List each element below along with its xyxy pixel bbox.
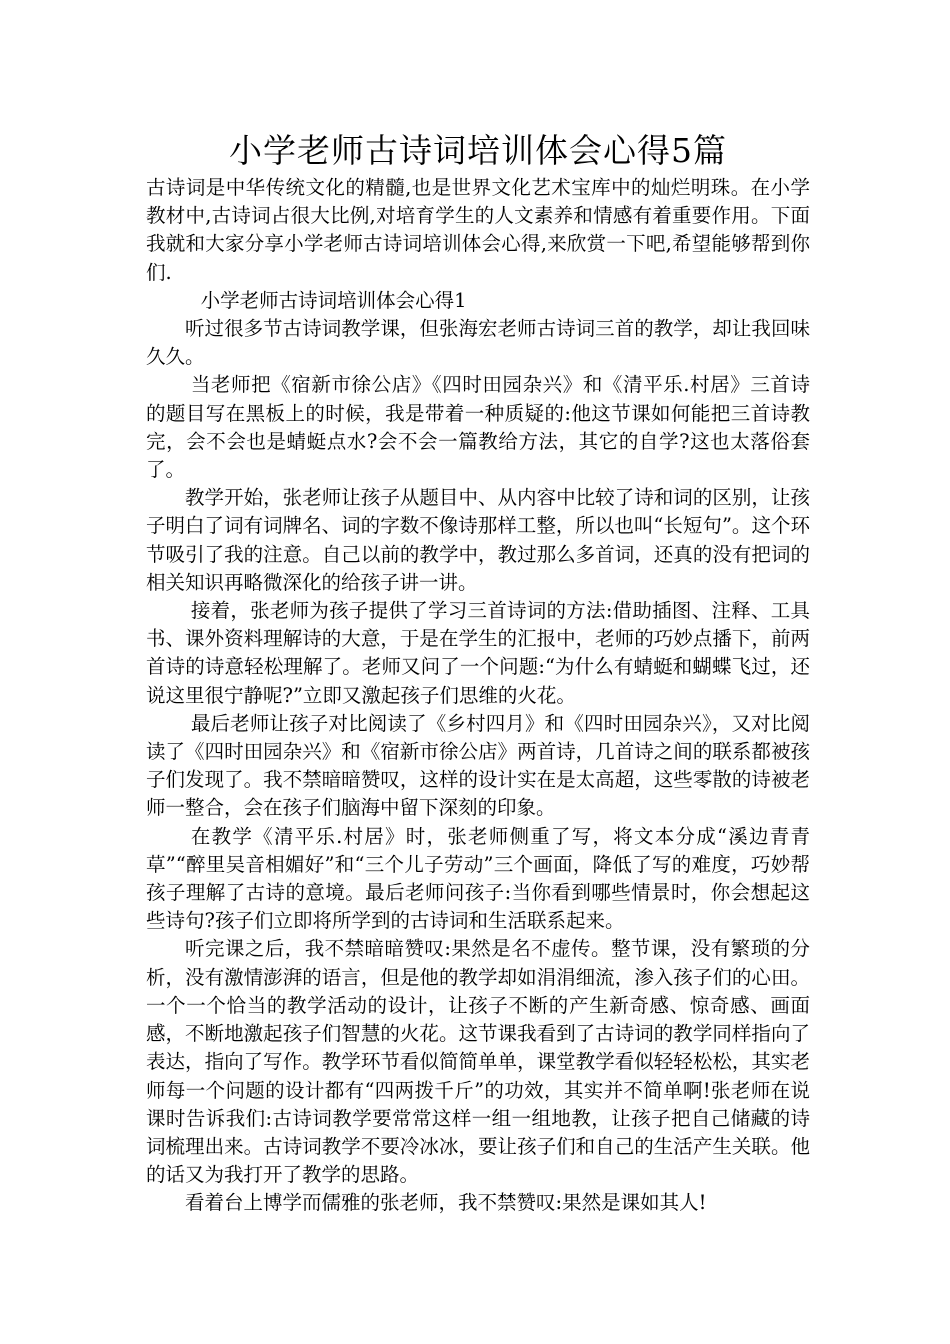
body-paragraph: 看着台上博学而儒雅的张老师，我不禁赞叹:果然是课如其人!: [185, 1191, 707, 1215]
body-paragraph: 当老师把《宿新市徐公店》《四时田园杂兴》和《清平乐.村居》三首诗的题目写在黑板上的时候，我是带着一种质疑的:他这节课如何能把三首诗教完，会不会也是蜻蜓点水?会不会一篇教给方法，其它的自学?这也太落俗套了。: [146, 373, 810, 482]
document-title: 小学老师古诗词培训体会心得5篇: [229, 131, 727, 170]
body-paragraph: 教学开始，张老师让孩子从题目中、从内容中比较了诗和词的区别，让孩子明白了词有词牌名、词的字数不像诗那样工整，所以也叫“长短句”。这个环节吸引了我的注意。自己以前的教学中，教过那么多首词，还真的没有把词的相关知识再略微深化的给孩子讲一讲。: [146, 486, 810, 594]
body-paragraph: 最后老师让孩子对比阅读了《乡村四月》和《四时田园杂兴》，又对比阅读了《四时田园杂兴》和《宿新市徐公店》两首诗，几首诗之间的联系都被孩子们发现了。我不禁暗暗赞叹，这样的设计实在是太高超，这些零散的诗被老师一整合，会在孩子们脑海中留下深刻的印象。: [146, 711, 810, 820]
intro-paragraph: 古诗词是中华传统文化的精髓,也是世界文化艺术宝库中的灿烂明珠。在小学教材中,古诗词占很大比例,对培育学生的人文素养和情感有着重要作用。下面我就和大家分享小学老师古诗词培训体会心得,来欣赏一下吧,希望能够帮到你们.: [146, 176, 810, 284]
body-paragraph: 听过很多节古诗词教学课，但张海宏老师古诗词三首的教学，却让我回味久久。: [146, 317, 810, 369]
document-body: [146, 174, 810, 1218]
body-paragraph: 在教学《清平乐.村居》时，张老师侧重了写，将文本分成“溪边青青草”“醉里吴音相媚好”和“三个儿子劳动”三个画面，降低了写的难度，巧妙帮孩子理解了古诗的意境。最后老师问孩子:当你看到哪些情景时，你会想起这些诗句?孩子们立即将所学到的古诗词和生活联系起来。: [146, 824, 810, 933]
section-heading: 小学老师古诗词培训体会心得1: [200, 288, 467, 312]
body-paragraph: 接着，张老师为孩子提供了学习三首诗词的方法:借助插图、注释、工具书、课外资料理解诗的大意，于是在学生的汇报中，老师的巧妙点播下，前两首诗的诗意轻松理解了。老师又问了一个问题:“为什么有蜻蜓和蝴蝶飞过，还说这里很宁静呢?”立即又激起孩子们思维的火花。: [146, 599, 810, 707]
body-paragraph: 听完课之后，我不禁暗暗赞叹:果然是名不虚传。整节课，没有繁琐的分析，没有激情澎湃的语言，但是他的教学却如涓涓细流，渗入孩子们的心田。一个一个恰当的教学活动的设计，让孩子不断的产生新奇感、惊奇感、画面感，不断地激起孩子们智慧的火花。这节课我看到了古诗词的教学同样指向了表达，指向了写作。教学环节看似简简单单，课堂教学看似轻轻松松，其实老师每一个问题的设计都有“四两拨千斤”的功效，其实并不简单啊!张老师在说课时告诉我们:古诗词教学要常常这样一组一组地教，让孩子把自己储藏的诗词梳理出来。古诗词教学不要冷冰冰，要让孩子们和自己的生活产生关联。他的话又为我打开了教学的思路。: [146, 937, 810, 1187]
document-page: [146, 128, 810, 1218]
